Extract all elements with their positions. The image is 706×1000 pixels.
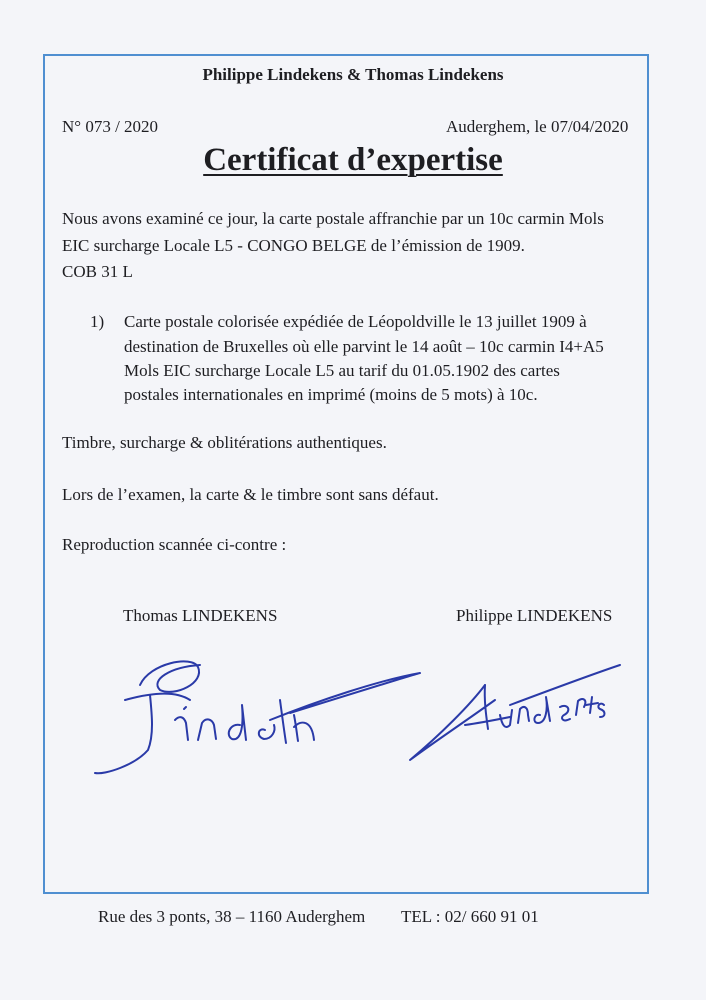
intro-line: COB 31 L — [62, 262, 133, 281]
certificate-number: N° 073 / 2020 — [62, 117, 159, 136]
signatory-left-name: Thomas LINDEKENS — [123, 606, 278, 625]
intro-line: Nous avons examiné ce jour, la carte postale affranchie par un 10c carmin Mols — [62, 209, 604, 228]
intro-line: EIC surcharge Locale L5 - CONGO BELGE de l’émission de 1909. — [62, 236, 525, 255]
firm-name: Philippe Lindekens & Thomas Lindekens — [202, 65, 504, 84]
footer-address: Rue des 3 ponts, 38 – 1160 Auderghem — [98, 907, 366, 926]
item-line: destination de Bruxelles où elle parvint le 14 août – 10c carmin I4+A5 — [124, 337, 604, 356]
authenticity-statement: Timbre, surcharge & oblitérations authentiques. — [62, 433, 387, 452]
item-line: postales internationales en imprimé (moins de 5 mots) à 10c. — [124, 385, 538, 404]
condition-statement: Lors de l’examen, la carte & le timbre sont sans défaut. — [62, 485, 439, 504]
footer-phone: TEL : 02/ 660 91 01 — [401, 907, 539, 926]
signatory-right-name: Philippe LINDEKENS — [456, 606, 613, 625]
item-line: Mols EIC surcharge Locale L5 au tarif du 01.05.1902 des cartes — [124, 361, 560, 380]
signature-right — [400, 645, 630, 775]
certificate-title: Certificat d’expertise — [203, 142, 503, 178]
reproduction-note: Reproduction scannée ci-contre : — [62, 535, 287, 554]
item-line: Carte postale colorisée expédiée de Léopoldville le 13 juillet 1909 à — [124, 312, 587, 331]
signature-left — [80, 645, 430, 785]
place-and-date: Auderghem, le 07/04/2020 — [446, 117, 629, 136]
item-number: 1) — [90, 312, 105, 331]
